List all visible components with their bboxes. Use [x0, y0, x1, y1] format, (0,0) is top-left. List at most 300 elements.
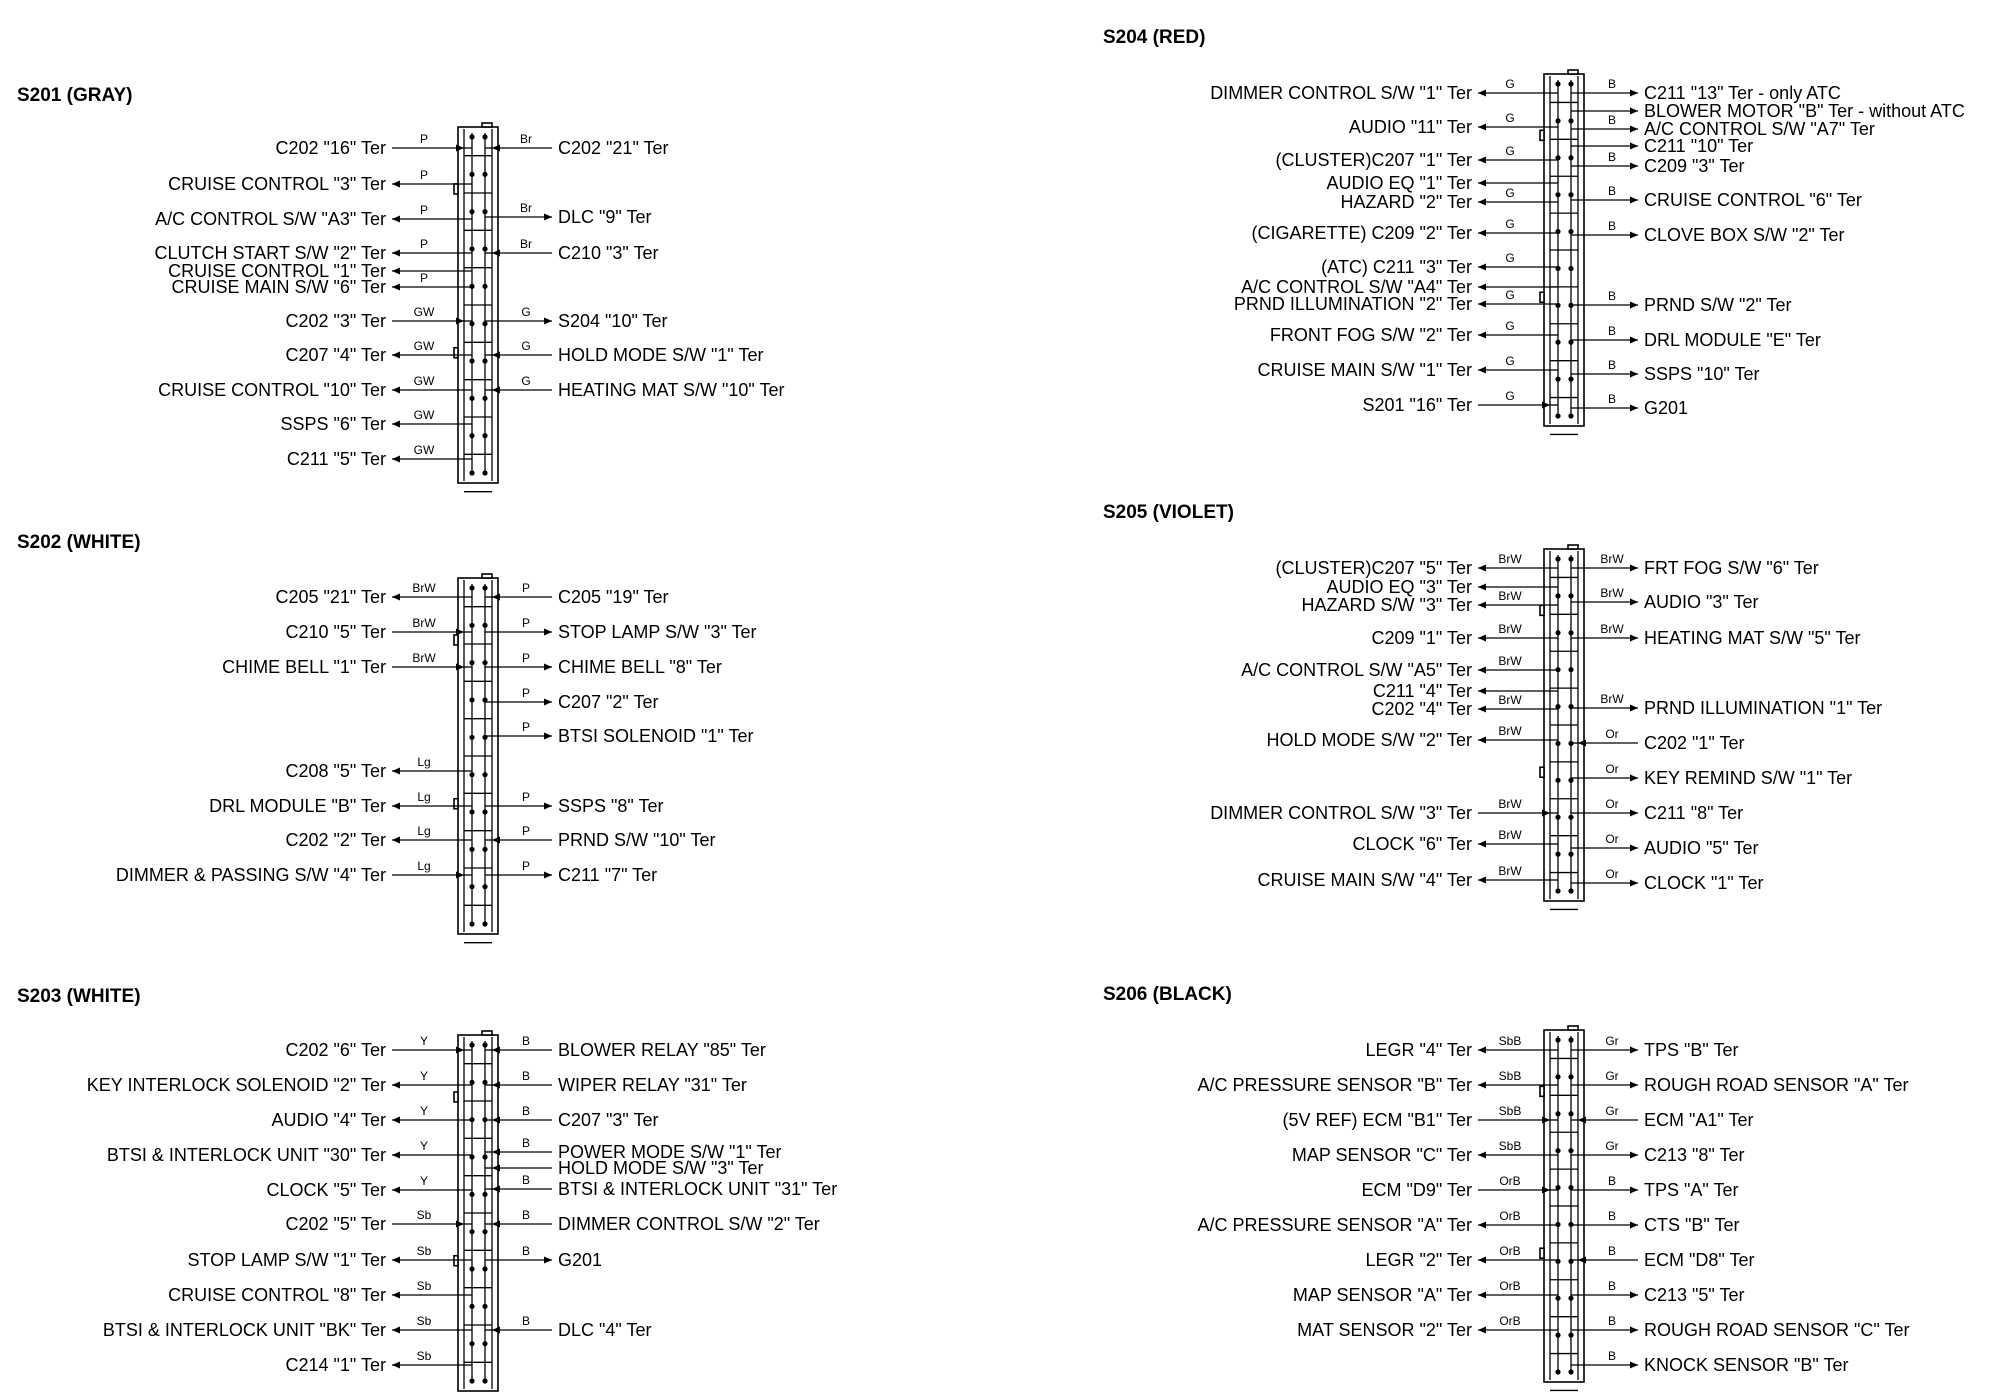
- s205-pin-dot: [1555, 741, 1560, 746]
- s204-left-label-dimmer-control-s-w-1-ter: DIMMER CONTROL S/W "1" Ter: [1210, 83, 1472, 103]
- s205-pin-dot: [1568, 888, 1573, 893]
- s205-top-key: [1568, 545, 1578, 549]
- s205-wire-color: BrW: [1498, 552, 1522, 566]
- s202-pin-dot: [482, 660, 487, 665]
- s204-splice-block: [1103, 27, 1965, 434]
- s204-pin-dot: [1568, 266, 1573, 271]
- s201-right-label-dlc-9-ter: DLC "9" Ter: [558, 207, 652, 227]
- s203-wire-color: Sb: [416, 1314, 432, 1328]
- s203-right-label-dimmer-control-s-w-2-ter: DIMMER CONTROL S/W "2" Ter: [558, 1214, 820, 1234]
- s204-pin-dot: [1568, 377, 1573, 382]
- s204-wire-color: G: [1505, 217, 1515, 231]
- s202-pin-dot: [482, 623, 487, 628]
- s205-right-label-audio-5-ter: AUDIO "5" Ter: [1644, 838, 1759, 858]
- s201-wire-color: GW: [413, 443, 435, 457]
- s202-left-label-c210-5-ter: C210 "5" Ter: [285, 622, 386, 642]
- s206-wire-color: B: [1607, 1209, 1617, 1223]
- s206-pin-dot: [1555, 1148, 1560, 1153]
- s203-pin-dot: [469, 1042, 474, 1047]
- s202-left-label-drl-module-b-ter: DRL MODULE "B" Ter: [209, 796, 386, 816]
- s201-pin-dot: [482, 134, 487, 139]
- s205-left-label-hold-mode-s-w-2-ter: HOLD MODE S/W "2" Ter: [1266, 730, 1472, 750]
- s202-pin-dot: [469, 585, 474, 590]
- s203-right-label-c207-3-ter: C207 "3" Ter: [558, 1110, 659, 1130]
- s206-wire-color: B: [1607, 1244, 1617, 1258]
- s203-pin-dot: [482, 1229, 487, 1234]
- s202-wire-color: Lg: [417, 859, 431, 873]
- s201-pin-dot: [469, 134, 474, 139]
- s201-left-label-cruise-control-10-ter: CRUISE CONTROL "10" Ter: [158, 380, 386, 400]
- s206-right-label-c213-8-ter: C213 "8" Ter: [1644, 1145, 1745, 1165]
- s201-wire-color: Br: [520, 237, 532, 251]
- s203-left-label-c214-1-ter: C214 "1" Ter: [285, 1355, 386, 1375]
- s204-left-label-s201-16-ter: S201 "16" Ter: [1362, 395, 1472, 415]
- s204-wire-color: G: [1505, 354, 1515, 368]
- s202-left-label-c205-21-ter: C205 "21" Ter: [275, 587, 386, 607]
- s205-wire-color: BrW: [1600, 552, 1624, 566]
- s205-wire-color: BrW: [1498, 589, 1522, 603]
- s205-left-label-clock-6-ter: CLOCK "6" Ter: [1352, 834, 1472, 854]
- s201-wire-color: G: [521, 374, 531, 388]
- s203-wire-color: Y: [419, 1104, 429, 1118]
- s204-title: S204 (RED): [1103, 27, 1206, 48]
- s204-right-label-c209-3-ter: C209 "3" Ter: [1644, 156, 1745, 176]
- s206-right-label-rough-road-sensor-c-ter: ROUGH ROAD SENSOR "C" Ter: [1644, 1320, 1910, 1340]
- s203-pin-dot: [482, 1192, 487, 1197]
- s201-right-label-hold-mode-s-w-1-ter: HOLD MODE S/W "1" Ter: [558, 345, 764, 365]
- s206-right-label-tps-b-ter: TPS "B" Ter: [1644, 1040, 1739, 1060]
- s201-pin-dot: [469, 358, 474, 363]
- s203-wire-color: Y: [419, 1139, 429, 1153]
- s205-wire-color: BrW: [1498, 797, 1522, 811]
- s204-right-label-prnd-s-w-2-ter: PRND S/W "2" Ter: [1644, 295, 1792, 315]
- s205-wire-color: Or: [1605, 797, 1619, 811]
- s203-wire-color: Y: [419, 1174, 429, 1188]
- s202-pin-dot: [469, 772, 474, 777]
- s203-pin-dot: [482, 1080, 487, 1085]
- s206-top-key: [1568, 1026, 1578, 1030]
- s202-right-label-c205-19-ter: C205 "19" Ter: [558, 587, 669, 607]
- s202-splice-block: [17, 532, 757, 943]
- s206-title: S206 (BLACK): [1103, 984, 1232, 1005]
- s204-pin-dot: [1568, 118, 1573, 123]
- s206-left-label-mat-sensor-2-ter: MAT SENSOR "2" Ter: [1297, 1320, 1472, 1340]
- s202-pin-dot: [482, 884, 487, 889]
- s201-left-label-a-c-control-s-w-a3-ter: A/C CONTROL S/W "A3" Ter: [155, 209, 386, 229]
- s201-left-label-c202-16-ter: C202 "16" Ter: [275, 138, 386, 158]
- s204-right-label-clove-box-s-w-2-ter: CLOVE BOX S/W "2" Ter: [1644, 225, 1845, 245]
- s204-pin-dot: [1568, 155, 1573, 160]
- s201-pin-dot: [469, 321, 474, 326]
- s203-right-label-blower-relay-85-ter: BLOWER RELAY "85" Ter: [558, 1040, 766, 1060]
- s202-wire-color: BrW: [412, 616, 436, 630]
- s206-wire-color: Gr: [1605, 1069, 1619, 1083]
- s204-pin-dot: [1555, 81, 1560, 86]
- s202-pin-dot: [469, 847, 474, 852]
- s205-pin-dot: [1568, 593, 1573, 598]
- s206-wire-color: Gr: [1605, 1034, 1619, 1048]
- s202-left-label-c208-5-ter: C208 "5" Ter: [285, 761, 386, 781]
- s203-wire-color: B: [521, 1314, 531, 1328]
- s201-wire-color: Br: [520, 201, 532, 215]
- s202-pin-dot: [469, 921, 474, 926]
- s204-pin-dot: [1555, 340, 1560, 345]
- s203-pin-dot: [482, 1266, 487, 1271]
- s203-wire-color: Y: [419, 1069, 429, 1083]
- s202-pin-dot: [469, 623, 474, 628]
- s205-wire-color: BrW: [1498, 654, 1522, 668]
- s201-pin-dot: [482, 246, 487, 251]
- s204-wire-color: G: [1505, 111, 1515, 125]
- s203-wire-color: B: [521, 1208, 531, 1222]
- s202-pin-dot: [482, 585, 487, 590]
- s201-splice-block: [17, 85, 785, 492]
- s202-wire-color: P: [521, 651, 531, 665]
- s204-wire-color: B: [1607, 219, 1617, 233]
- s204-right-label-c211-13-ter-only-atc: C211 "13" Ter - only ATC: [1644, 83, 1841, 103]
- s205-left-label-a-c-control-s-w-a5-ter: A/C CONTROL S/W "A5" Ter: [1241, 660, 1472, 680]
- s202-wire-color: Lg: [417, 755, 431, 769]
- s205-left-label-c209-1-ter: C209 "1" Ter: [1371, 628, 1472, 648]
- s202-pin-dot: [469, 884, 474, 889]
- s206-wire-color: B: [1607, 1314, 1617, 1328]
- s201-wire-color: GW: [413, 305, 435, 319]
- s202-right-label-chime-bell-8-ter: CHIME BELL "8" Ter: [558, 657, 722, 677]
- s202-wire-color: P: [521, 824, 531, 838]
- s203-left-label-key-interlock-solenoid-2-ter: KEY INTERLOCK SOLENOID "2" Ter: [86, 1075, 386, 1095]
- s206-wire-color: B: [1607, 1174, 1617, 1188]
- s201-left-label-c207-4-ter: C207 "4" Ter: [285, 345, 386, 365]
- s206-pin-dot: [1568, 1369, 1573, 1374]
- s205-pin-dot: [1555, 593, 1560, 598]
- s203-pin-dot: [482, 1042, 487, 1047]
- s204-right-label-g201: G201: [1644, 398, 1689, 418]
- s205-pin-dot: [1555, 852, 1560, 857]
- s205-latch-tab: [1540, 767, 1544, 777]
- s206-right-label-ecm-d8-ter: ECM "D8" Ter: [1644, 1250, 1755, 1270]
- s206-wire-color: SbB: [1498, 1104, 1522, 1118]
- s202-right-label-c211-7-ter: C211 "7" Ter: [558, 865, 658, 885]
- s201-wire-color: P: [419, 168, 429, 182]
- s201-pin-dot: [469, 284, 474, 289]
- s201-wire-color: GW: [413, 408, 435, 422]
- s201-left-label-ssps-6-ter: SSPS "6" Ter: [280, 414, 386, 434]
- s206-wire-color: OrB: [1499, 1174, 1521, 1188]
- s205-right-label-audio-3-ter: AUDIO "3" Ter: [1644, 592, 1759, 612]
- s206-left-label-map-sensor-a-ter: MAP SENSOR "A" Ter: [1292, 1285, 1472, 1305]
- s202-right-label-prnd-s-w-10-ter: PRND S/W "10" Ter: [558, 830, 716, 850]
- s203-left-label-cruise-control-8-ter: CRUISE CONTROL "8" Ter: [168, 1285, 386, 1305]
- s202-latch-tab: [454, 635, 458, 645]
- s201-pin-dot: [482, 358, 487, 363]
- s201-pin-dot: [482, 470, 487, 475]
- s204-left-label-cruise-main-s-w-1-ter: CRUISE MAIN S/W "1" Ter: [1257, 360, 1472, 380]
- s206-left-label-legr-2-ter: LEGR "2" Ter: [1365, 1250, 1472, 1270]
- s203-right-label-power-mode-s-w-1-ter: POWER MODE S/W "1" Ter: [558, 1142, 782, 1162]
- s202-wire-color: BrW: [412, 651, 436, 665]
- s204-wire-color: B: [1607, 358, 1617, 372]
- s203-wire-color: B: [521, 1034, 531, 1048]
- s202-wire-color: P: [521, 790, 531, 804]
- s201-wire-color: P: [419, 132, 429, 146]
- s205-wire-color: Or: [1605, 867, 1619, 881]
- s203-pin-dot: [469, 1080, 474, 1085]
- s201-pin-dot: [482, 321, 487, 326]
- s204-wire-color: G: [1505, 186, 1515, 200]
- s203-pin-dot: [482, 1341, 487, 1346]
- s206-latch-tab: [1540, 1248, 1544, 1258]
- s202-pin-dot: [482, 921, 487, 926]
- s205-right-label-c211-8-ter: C211 "8" Ter: [1644, 803, 1744, 823]
- s202-title: S202 (WHITE): [17, 532, 141, 553]
- s204-right-label-ssps-10-ter: SSPS "10" Ter: [1644, 364, 1760, 384]
- s202-wire-color: P: [521, 859, 531, 873]
- s205-pin-dot: [1568, 630, 1573, 635]
- s202-top-key: [482, 574, 492, 578]
- s205-pin-dot: [1555, 778, 1560, 783]
- s203-left-label-btsi-interlock-unit-bk-ter: BTSI & INTERLOCK UNIT "BK" Ter: [102, 1320, 386, 1340]
- s205-wire-color: BrW: [1600, 622, 1624, 636]
- s205-right-label-clock-1-ter: CLOCK "1" Ter: [1644, 873, 1764, 893]
- s202-wire-color: Lg: [417, 824, 431, 838]
- s204-left-label-cigarette-c209-2-ter: (CIGARETTE) C209 "2" Ter: [1251, 223, 1472, 243]
- s205-wire-color: BrW: [1600, 586, 1624, 600]
- s203-wire-color: B: [521, 1244, 531, 1258]
- s206-right-label-cts-b-ter: CTS "B" Ter: [1644, 1215, 1740, 1235]
- s201-right-label-heating-mat-s-w-10-ter: HEATING MAT S/W "10" Ter: [558, 380, 785, 400]
- s206-wire-color: SbB: [1498, 1069, 1522, 1083]
- s203-left-label-audio-4-ter: AUDIO "4" Ter: [271, 1110, 386, 1130]
- s201-wire-color: G: [521, 305, 531, 319]
- s201-pin-dot: [482, 284, 487, 289]
- s205-splice-block: [1103, 502, 1882, 909]
- s202-pin-dot: [469, 660, 474, 665]
- s202-wire-color: P: [521, 686, 531, 700]
- s202-right-label-stop-lamp-s-w-3-ter: STOP LAMP S/W "3" Ter: [558, 622, 757, 642]
- s204-pin-dot: [1568, 192, 1573, 197]
- s204-pin-dot: [1555, 377, 1560, 382]
- s201-right-label-c202-21-ter: C202 "21" Ter: [558, 138, 669, 158]
- s203-title: S203 (WHITE): [17, 986, 141, 1007]
- s204-right-label-blower-motor-b-ter-without-atc: BLOWER MOTOR "B" Ter - without ATC: [1644, 101, 1965, 121]
- s205-left-label-c202-4-ter: C202 "4" Ter: [1371, 699, 1472, 719]
- s201-right-label-s204-10-ter: S204 "10" Ter: [558, 311, 668, 331]
- s204-pin-dot: [1568, 229, 1573, 234]
- s201-pin-dot: [469, 433, 474, 438]
- s206-pin-dot: [1568, 1074, 1573, 1079]
- s205-left-label-cruise-main-s-w-4-ter: CRUISE MAIN S/W "4" Ter: [1257, 870, 1472, 890]
- s205-pin-dot: [1555, 815, 1560, 820]
- s201-pin-dot: [469, 470, 474, 475]
- s201-wire-color: G: [521, 339, 531, 353]
- s201-left-label-clutch-start-s-w-2-ter: CLUTCH START S/W "2" Ter: [154, 243, 386, 263]
- s205-wire-color: BrW: [1600, 692, 1624, 706]
- s205-wire-color: Or: [1605, 762, 1619, 776]
- s205-pin-dot: [1568, 852, 1573, 857]
- s201-pin-dot: [482, 172, 487, 177]
- s204-top-key: [1568, 70, 1578, 74]
- s205-title: S205 (VIOLET): [1103, 502, 1234, 523]
- s203-pin-dot: [469, 1304, 474, 1309]
- s202-pin-dot: [482, 847, 487, 852]
- s203-wire-color: Sb: [416, 1349, 432, 1363]
- s206-wire-color: B: [1607, 1279, 1617, 1293]
- s205-right-label-prnd-illumination-1-ter: PRND ILLUMINATION "1" Ter: [1644, 698, 1883, 718]
- s206-wire-color: B: [1607, 1349, 1617, 1363]
- s205-pin-dot: [1555, 888, 1560, 893]
- s204-pin-dot: [1555, 192, 1560, 197]
- s204-wire-color: G: [1505, 389, 1515, 403]
- s201-wire-color: P: [419, 237, 429, 251]
- s205-right-label-key-remind-s-w-1-ter: KEY REMIND S/W "1" Ter: [1644, 768, 1853, 788]
- s204-left-label-hazard-2-ter: HAZARD "2" Ter: [1340, 192, 1472, 212]
- s204-right-label-a-c-control-s-w-a7-ter: A/C CONTROL S/W "A7" Ter: [1644, 119, 1875, 139]
- s204-left-label-front-fog-s-w-2-ter: FRONT FOG S/W "2" Ter: [1269, 325, 1472, 345]
- s204-pin-dot: [1568, 413, 1573, 418]
- s201-pin-dot: [482, 396, 487, 401]
- s205-pin-dot: [1568, 667, 1573, 672]
- s204-left-label-prnd-illumination-2-ter: PRND ILLUMINATION "2" Ter: [1233, 294, 1472, 314]
- s206-left-label-legr-4-ter: LEGR "4" Ter: [1365, 1040, 1472, 1060]
- s204-wire-color: B: [1607, 289, 1617, 303]
- s201-top-key: [482, 123, 492, 127]
- s203-right-label-hold-mode-s-w-3-ter: HOLD MODE S/W "3" Ter: [558, 1158, 764, 1178]
- s203-wire-color: Y: [419, 1034, 429, 1048]
- s203-pin-dot: [469, 1341, 474, 1346]
- s204-wire-color: B: [1607, 324, 1617, 338]
- s202-right-label-ssps-8-ter: SSPS "8" Ter: [558, 796, 664, 816]
- s204-wire-color: B: [1607, 150, 1617, 164]
- s201-wire-color: P: [419, 203, 429, 217]
- s204-left-label-atc-c211-3-ter: (ATC) C211 "3" Ter: [1321, 257, 1472, 277]
- s201-left-label-c202-3-ter: C202 "3" Ter: [285, 311, 386, 331]
- s206-splice-block: [1103, 984, 1909, 1390]
- s204-latch-tab: [1540, 292, 1544, 302]
- s203-wire-color: B: [521, 1069, 531, 1083]
- s206-left-label-a-c-pressure-sensor-b-ter: A/C PRESSURE SENSOR "B" Ter: [1197, 1075, 1472, 1095]
- s206-pin-dot: [1555, 1111, 1560, 1116]
- s206-pin-dot: [1568, 1296, 1573, 1301]
- s202-pin-dot: [482, 772, 487, 777]
- s202-right-label-btsi-solenoid-1-ter: BTSI SOLENOID "1" Ter: [558, 726, 754, 746]
- s201-left-label-c211-5-ter: C211 "5" Ter: [286, 449, 386, 469]
- s204-wire-color: G: [1505, 288, 1515, 302]
- s203-pin-dot: [482, 1154, 487, 1159]
- s202-left-label-c202-2-ter: C202 "2" Ter: [285, 830, 386, 850]
- s206-wire-color: SbB: [1498, 1139, 1522, 1153]
- s206-wire-color: Gr: [1605, 1139, 1619, 1153]
- s204-right-label-drl-module-e-ter: DRL MODULE "E" Ter: [1644, 330, 1821, 350]
- s203-left-label-c202-5-ter: C202 "5" Ter: [285, 1214, 386, 1234]
- s204-pin-dot: [1568, 81, 1573, 86]
- s203-latch-tab: [454, 1256, 458, 1266]
- s203-pin-dot: [469, 1378, 474, 1383]
- s204-wire-color: G: [1505, 77, 1515, 91]
- s202-wire-color: Lg: [417, 790, 431, 804]
- s201-wire-color: GW: [413, 339, 435, 353]
- s204-left-label-cluster-c207-1-ter: (CLUSTER)C207 "1" Ter: [1275, 150, 1472, 170]
- s206-right-label-c213-5-ter: C213 "5" Ter: [1644, 1285, 1745, 1305]
- s206-pin-dot: [1568, 1037, 1573, 1042]
- s203-left-label-btsi-interlock-unit-30-ter: BTSI & INTERLOCK UNIT "30" Ter: [106, 1145, 386, 1165]
- s203-right-label-wiper-relay-31-ter: WIPER RELAY "31" Ter: [558, 1075, 747, 1095]
- s203-pin-dot: [482, 1304, 487, 1309]
- s203-right-label-btsi-interlock-unit-31-ter: BTSI & INTERLOCK UNIT "31" Ter: [558, 1179, 838, 1199]
- s206-left-label-map-sensor-c-ter: MAP SENSOR "C" Ter: [1291, 1145, 1472, 1165]
- s205-left-label-cluster-c207-5-ter: (CLUSTER)C207 "5" Ter: [1275, 558, 1472, 578]
- s201-title: S201 (GRAY): [17, 85, 133, 106]
- s206-wire-color: OrB: [1499, 1244, 1521, 1258]
- s201-pin-dot: [469, 246, 474, 251]
- s204-wire-color: G: [1505, 251, 1515, 265]
- s205-wire-color: BrW: [1498, 864, 1522, 878]
- s204-wire-color: B: [1607, 392, 1617, 406]
- s205-wire-color: BrW: [1498, 622, 1522, 636]
- s202-pin-dot: [469, 697, 474, 702]
- s206-pin-dot: [1568, 1148, 1573, 1153]
- s204-wire-color: B: [1607, 184, 1617, 198]
- s204-left-label-a-c-control-s-w-a4-ter: A/C CONTROL S/W "A4" Ter: [1241, 277, 1472, 297]
- s206-pin-dot: [1555, 1333, 1560, 1338]
- s206-latch-tab: [1540, 1086, 1544, 1096]
- s203-top-key: [482, 1031, 492, 1035]
- s202-wire-color: BrW: [412, 581, 436, 595]
- s206-pin-dot: [1555, 1296, 1560, 1301]
- s204-right-label-cruise-control-6-ter: CRUISE CONTROL "6" Ter: [1644, 190, 1862, 210]
- s205-left-label-dimmer-control-s-w-3-ter: DIMMER CONTROL S/W "3" Ter: [1210, 803, 1472, 823]
- s202-left-label-chime-bell-1-ter: CHIME BELL "1" Ter: [222, 657, 386, 677]
- s201-wire-color: P: [419, 271, 429, 285]
- s201-pin-dot: [469, 396, 474, 401]
- s206-right-label-tps-a-ter: TPS "A" Ter: [1644, 1180, 1739, 1200]
- s203-splice-block: [17, 986, 837, 1392]
- s206-pin-dot: [1555, 1074, 1560, 1079]
- s205-left-label-hazard-s-w-3-ter: HAZARD S/W "3" Ter: [1301, 595, 1472, 615]
- s206-pin-dot: [1555, 1369, 1560, 1374]
- s204-right-label-c211-10-ter: C211 "10" Ter: [1644, 136, 1754, 156]
- s204-pin-dot: [1555, 413, 1560, 418]
- s205-right-label-frt-fog-s-w-6-ter: FRT FOG S/W "6" Ter: [1644, 558, 1819, 578]
- s203-wire-color: B: [521, 1173, 531, 1187]
- s203-right-label-g201: G201: [558, 1250, 603, 1270]
- s206-left-label-ecm-d9-ter: ECM "D9" Ter: [1361, 1180, 1472, 1200]
- s205-pin-dot: [1568, 556, 1573, 561]
- s204-latch-tab: [1540, 130, 1544, 140]
- s205-left-label-audio-eq-3-ter: AUDIO EQ "3" Ter: [1326, 577, 1472, 597]
- s206-right-label-rough-road-sensor-a-ter: ROUGH ROAD SENSOR "A" Ter: [1644, 1075, 1909, 1095]
- s205-pin-dot: [1568, 815, 1573, 820]
- s206-pin-dot: [1568, 1111, 1573, 1116]
- s203-wire-color: Sb: [416, 1279, 432, 1293]
- s205-right-label-c202-1-ter: C202 "1" Ter: [1644, 733, 1745, 753]
- s202-right-label-c207-2-ter: C207 "2" Ter: [558, 692, 659, 712]
- s201-right-label-c210-3-ter: C210 "3" Ter: [558, 243, 659, 263]
- s202-pin-dot: [469, 735, 474, 740]
- s205-wire-color: BrW: [1498, 828, 1522, 842]
- s204-left-label-audio-eq-1-ter: AUDIO EQ "1" Ter: [1326, 173, 1472, 193]
- s206-wire-color: OrB: [1499, 1209, 1521, 1223]
- s202-wire-color: P: [521, 616, 531, 630]
- s206-wire-color: Gr: [1605, 1104, 1619, 1118]
- s201-left-label-cruise-control-3-ter: CRUISE CONTROL "3" Ter: [168, 174, 386, 194]
- s206-pin-dot: [1555, 1037, 1560, 1042]
- s202-pin-dot: [482, 809, 487, 814]
- s203-pin-dot: [469, 1192, 474, 1197]
- s205-wire-color: Or: [1605, 727, 1619, 741]
- s204-wire-color: G: [1505, 144, 1515, 158]
- s203-latch-tab: [454, 1092, 458, 1102]
- s206-left-label-a-c-pressure-sensor-a-ter: A/C PRESSURE SENSOR "A" Ter: [1197, 1215, 1472, 1235]
